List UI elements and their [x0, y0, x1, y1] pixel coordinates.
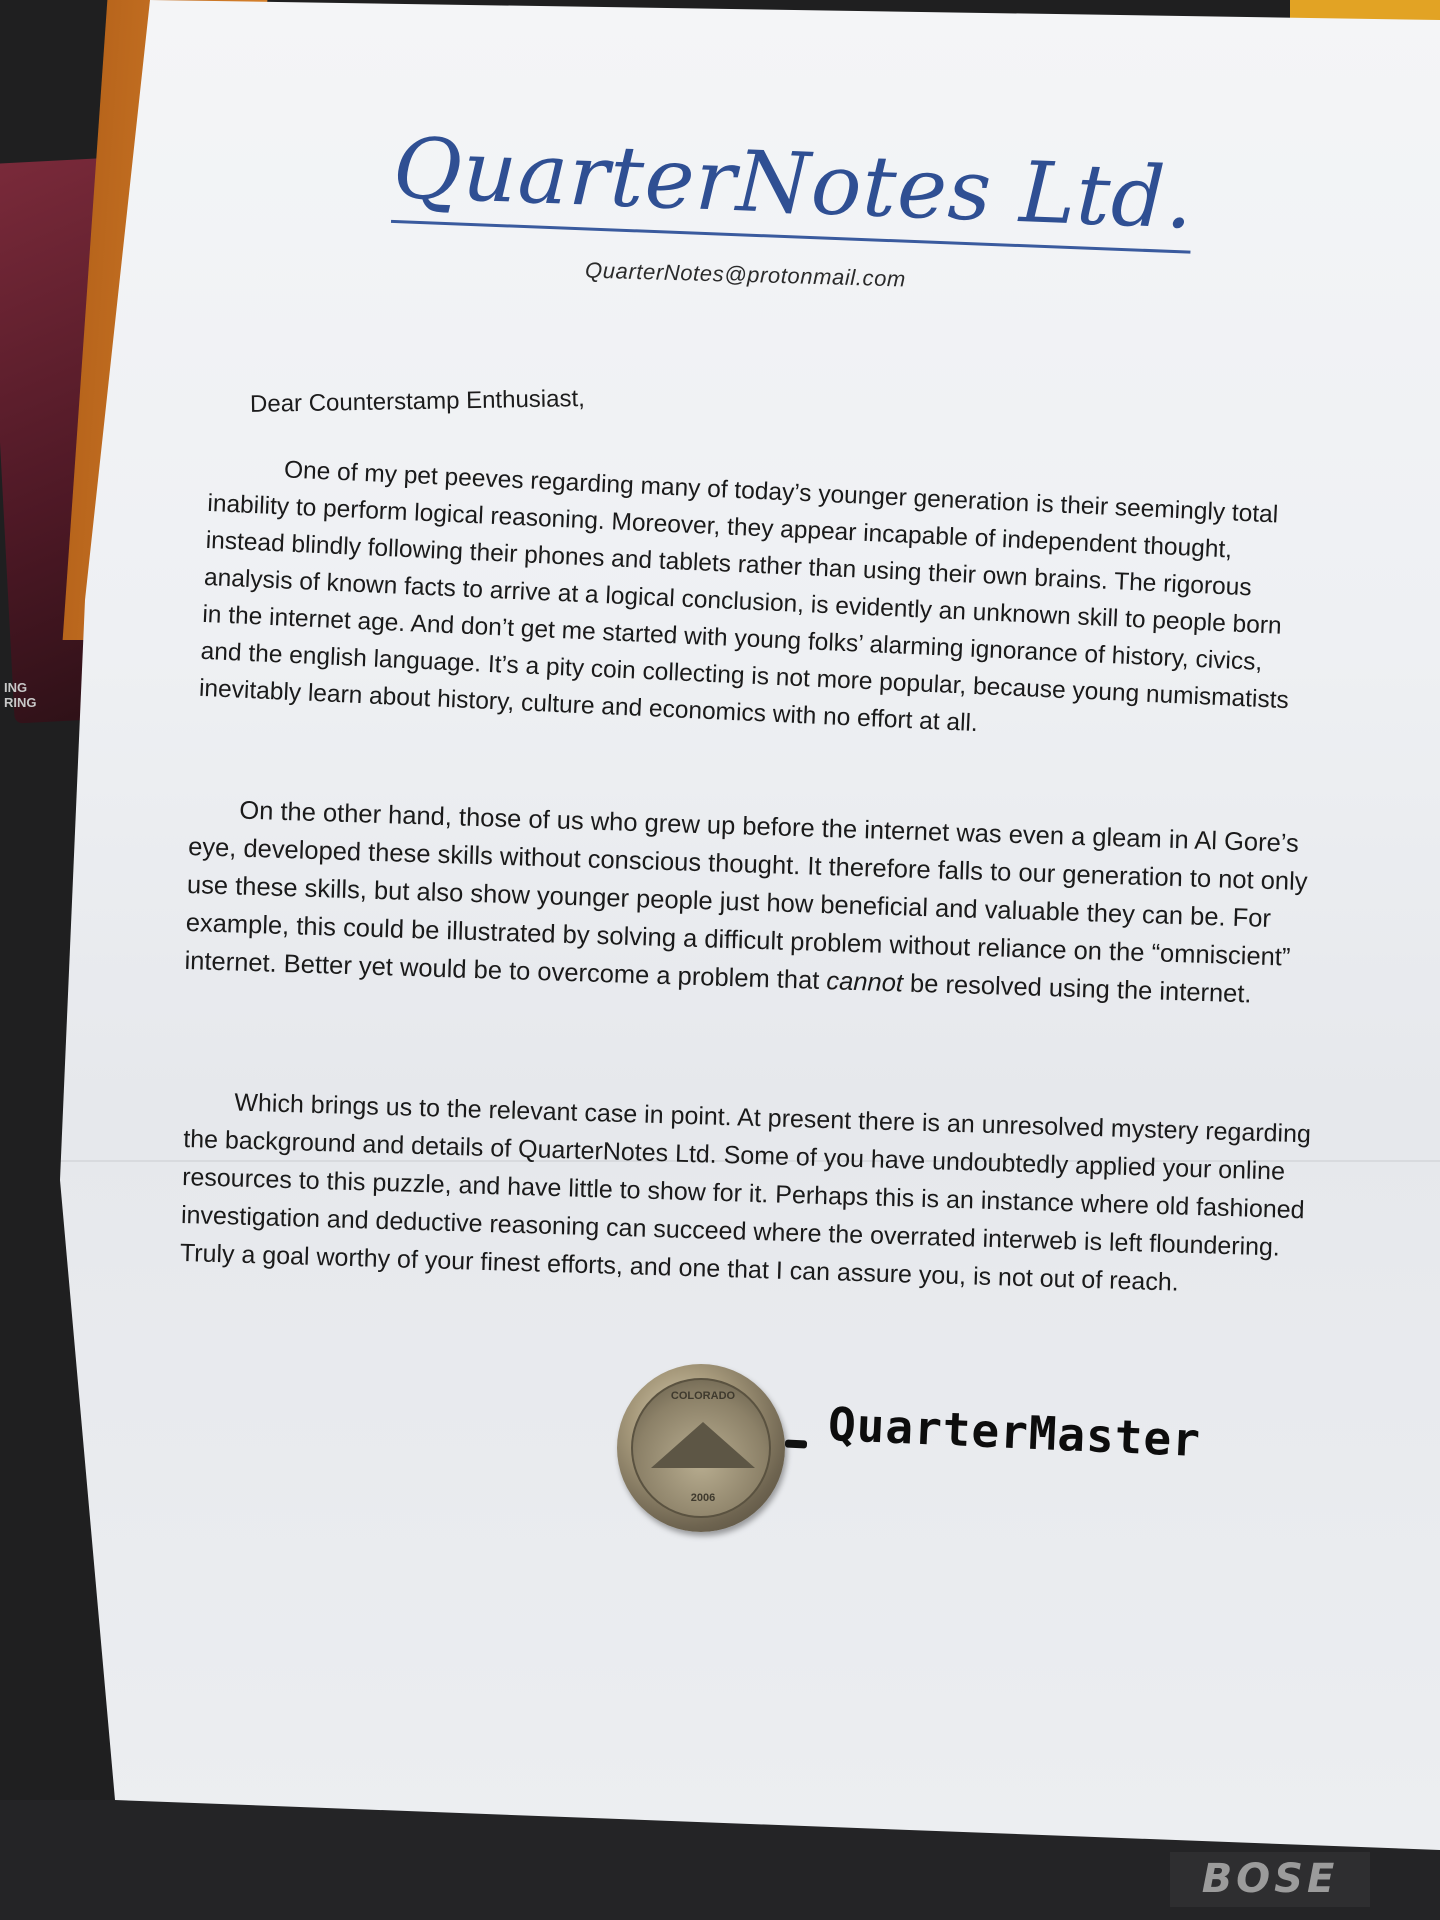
coin-face	[631, 1378, 771, 1518]
letter-paragraph-1: One of my pet peeves regarding many of today’s younger generation is their seemingly total inability to perform logical reasoning. Moreover, they appear incapable of independent thought, instead blindly following their phones and tablets rather than using their own brains. The rigorous analysis of known facts to arrive at a logical conclusion, is evidently an unknown skill to people born in the internet age. And don’t get me started with young folks’ alarming ignorance of history, civics, and the english language. It’s a pity coin collecting is not more popular, because young numismatists inevitably learn about history, culture and economics with no effort at all.	[198, 456, 1290, 738]
bose-logo: BOSE	[1170, 1852, 1370, 1907]
signature-name: QuarterMaster	[826, 1396, 1203, 1468]
coin-state-text: COLORADO	[670, 1390, 736, 1402]
letter-paragraph-3: Which brings us to the relevant case in point. At present there is an unresolved mystery regarding the background and details of QuarterNotes Ltd. Some of you have undoubtedly applied your online resources to this puzzle, and have little to show for it. Perhaps this is an instance where old fashioned investigation and deductive reasoning can succeed where the overrated interweb is left floundering. Truly a goal worthy of your finest efforts, and one that I can assure you, is not out of reach.	[179, 1088, 1312, 1297]
coin-year-text: 2006	[690, 1492, 716, 1504]
colorado-quarter-coin	[617, 1364, 785, 1532]
paragraph-2-tail: be resolved using the internet.	[902, 969, 1252, 1009]
company-logo: QuarterNotes Ltd.	[391, 118, 1196, 248]
background-side-label: ING RING	[4, 680, 37, 710]
paragraph-2-text: On the other hand, those of us who grew up before the internet was even a gleam in Al Gore’s eye, developed these skills without conscious thought. It therefore falls to our generation to not only use these skills, but also show younger people just how beneficial and valuable they can be. For example, this could be illustrated by solving a difficult problem without reliance on the “omniscient” internet. Better yet would be to overcome a problem that	[184, 796, 1308, 995]
letter-greeting: Dear Counterstamp Enthusiast,	[249, 385, 586, 418]
signature-dash	[785, 1439, 807, 1448]
paragraph-2-emphasis: cannot	[825, 967, 904, 998]
company-email: QuarterNotes@protonmail.com	[584, 257, 907, 292]
mountain-icon	[651, 1422, 755, 1468]
letter-paragraph-2	[184, 790, 1349, 1016]
